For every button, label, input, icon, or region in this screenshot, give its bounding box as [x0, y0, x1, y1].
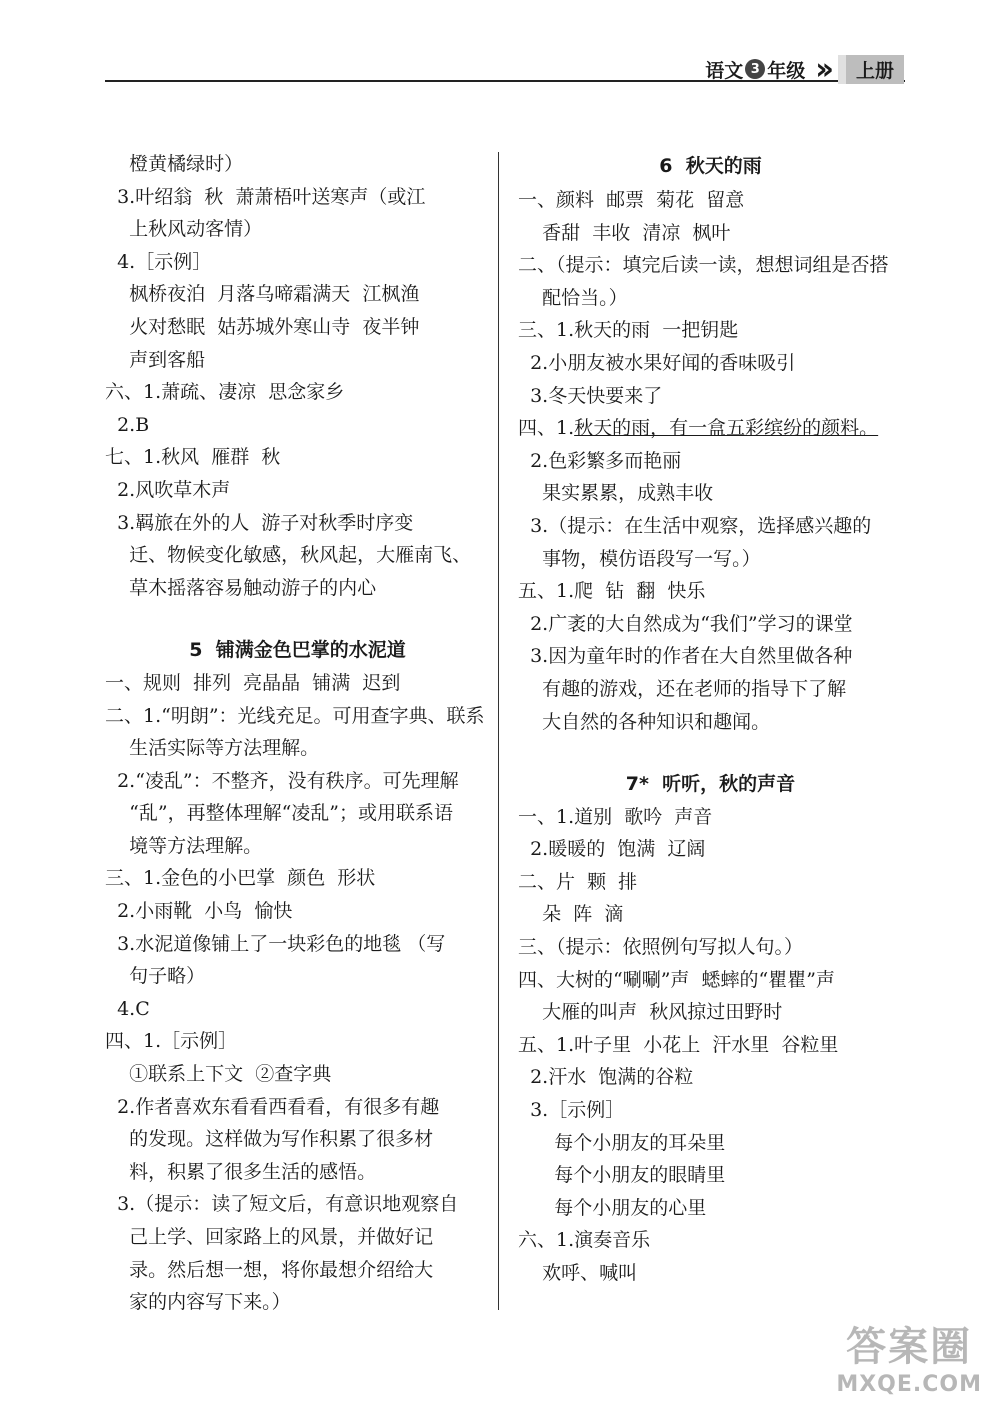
section-title: 5 铺满金色巴掌的水泥道 [189, 639, 406, 662]
left-column [105, 148, 490, 1319]
answer-line: 录。然后想一想，将你最想介绍给大 [105, 1258, 434, 1281]
answer-line: 声到客船 [105, 348, 206, 371]
underlined-answer: 秋天的雨，有一盒五彩缤纷的颜料。 [574, 417, 879, 440]
answer-line: 大雁的叫声 秋风掠过田野时 [518, 1001, 783, 1024]
page-header [705, 51, 904, 87]
answer-line: 3.叶绍翁 秋 萧萧梧叶送寒声（或江 [105, 185, 426, 208]
answer-line: 2.作者喜欢东看看西看看，有很多有趣 [105, 1095, 440, 1118]
answer-line: 橙黄橘绿时） [105, 153, 244, 175]
answer-line: 二、1.“明朗”：光线充足。可用查字典、联系 [105, 704, 485, 727]
answer-line: 每个小朋友的心里 [518, 1196, 707, 1219]
watermark-url: MXQE.COM [836, 1372, 982, 1397]
answer-line: 生活实际等方法理解。 [105, 737, 320, 760]
subject-label: 语文 [705, 59, 744, 82]
answer-line: 四、1.［示例］ [105, 1030, 238, 1053]
answer-line: 一、颜料 邮票 菊花 留意 [518, 189, 745, 211]
answer-line: 朵 阵 滴 [518, 903, 624, 926]
answer-line: 大自然的各种知识和趣闻。 [518, 710, 771, 733]
answer-line: 家的内容写下来。） [105, 1291, 291, 1314]
answer-line: 上秋风动客情） [105, 218, 263, 241]
answer-line: 3.因为童年时的作者在大自然里做各种 [518, 645, 853, 668]
answer-line: 四、大树的“唰唰”声 蟋蟀的“瞿瞿”声 [518, 968, 835, 991]
answer-line: 3.（提示：读了短文后，有意识地观察自 [105, 1193, 459, 1216]
answer-line: 迁、物候变化敏感，秋风起，大雁南飞、 [105, 544, 472, 567]
answer-line: 3.［示例］ [518, 1099, 625, 1122]
answer-line: 己上学、回家路上的风景，并做好记 [105, 1226, 434, 1248]
answer-line: 句子略） [105, 965, 206, 988]
answer-line: 七、1.秋风 雁群 秋 [105, 446, 281, 469]
answer-line: 欢呼、喊叫 [518, 1262, 638, 1284]
answer-line: 2.广袤的大自然成为“我们”学习的课堂 [518, 612, 853, 635]
answer-line: 料，积累了很多生活的感悟。 [105, 1160, 377, 1183]
answer-line: 三、1.秋天的雨 一把钥匙 [518, 319, 739, 342]
answer-line: 2.小雨靴 小鸟 愉快 [105, 900, 293, 923]
answer-line: 2.暖暖的 饱满 辽阔 [518, 838, 706, 861]
answer-line [518, 412, 903, 445]
answer-line: 每个小朋友的耳朵里 [518, 1131, 726, 1154]
answer-line: 3.（提示：在生活中观察，选择感兴趣的 [518, 514, 872, 537]
grade-label: 年级 [767, 59, 806, 82]
answer-line: 二、片 颗 排 [518, 870, 638, 893]
answer-line: 六、1.演奏音乐 [518, 1229, 651, 1252]
answer-line: 4.［示例］ [105, 250, 212, 273]
watermark [836, 1315, 982, 1397]
answer-line: 2.小朋友被水果好闻的香味吸引 [518, 351, 796, 374]
answer-line: 火对愁眠 姑苏城外寒山寺 夜半钟 [105, 315, 420, 338]
answer-line: 三、（提示：依照例句写拟人句。） [518, 936, 804, 959]
answer-line: 2.色彩繁多而艳丽 [518, 449, 682, 472]
answer-line: 的发现。这样做为写作积累了很多材 [105, 1128, 434, 1151]
answer-line: 一、1.道别 歌吟 声音 [518, 805, 713, 828]
answer-line: 果实累累，成熟丰收 [518, 482, 714, 505]
answer-line: 境等方法理解。 [105, 834, 263, 857]
right-column [518, 148, 903, 1290]
answer-line: “乱”，再整体理解“凌乱”；或用联系语 [105, 802, 454, 825]
answer-line: 六、1.萧疏、凄凉 思念家乡 [105, 381, 345, 404]
section-title: 6 秋天的雨 [659, 155, 762, 177]
answer-line: 2.风吹草木声 [105, 478, 231, 501]
section-gap [105, 604, 490, 634]
answer-line: 3.羁旅在外的人 游子对秋季时序变 [105, 511, 414, 534]
answer-line: 有趣的游戏，还在老师的指导下了解 [518, 677, 847, 700]
volume-label: 上册 [838, 55, 904, 84]
answer-line: 三、1.金色的小巴掌 颜色 形状 [105, 867, 376, 890]
column-divider [498, 152, 499, 1310]
answer-line: 香甜 丰收 清凉 枫叶 [518, 221, 731, 244]
answer-line: 事物，模仿语段写一写。） [518, 547, 761, 570]
section-title: 7* 听听，秋的声音 [625, 773, 796, 796]
answer-line: 草木摇落容易触动游子的内心 [105, 576, 377, 599]
grade-number-badge: 3 [745, 59, 765, 79]
answer-line: ①联系上下文 ②查字典 [105, 1063, 332, 1086]
answer-line: 2.B [105, 413, 150, 436]
answer-line: 枫桥夜泊 月落乌啼霜满天 江枫渔 [105, 283, 420, 306]
answer-line: 配恰当。） [518, 286, 628, 309]
answer-line: 2.汗水 饱满的谷粒 [518, 1066, 694, 1089]
double-chevron-icon: ›› [815, 51, 828, 87]
answer-line: 4.C [105, 997, 150, 1020]
answer-line: 一、规则 排列 亮晶晶 铺满 迟到 [105, 671, 401, 694]
answer-line: 五、1.爬 钻 翻 快乐 [518, 580, 706, 603]
answer-line: 每个小朋友的眼睛里 [518, 1164, 726, 1187]
answer-line: 2.“凌乱”：不整齐，没有秩序。可先理解 [105, 769, 459, 792]
answer-line: 二、（提示：填完后读一读，想想词组是否搭 [518, 254, 889, 277]
answer-line: 五、1.叶子里 小花上 汗水里 谷粒里 [518, 1033, 839, 1056]
answer-line: 3.水泥道像铺上了一块彩色的地毯 （写 [105, 932, 446, 955]
section-gap [518, 738, 903, 768]
answer-prefix: 四、1. [518, 417, 575, 440]
watermark-logo: 答案圈 [846, 1324, 973, 1370]
answer-line: 3.冬天快要来了 [518, 384, 663, 407]
